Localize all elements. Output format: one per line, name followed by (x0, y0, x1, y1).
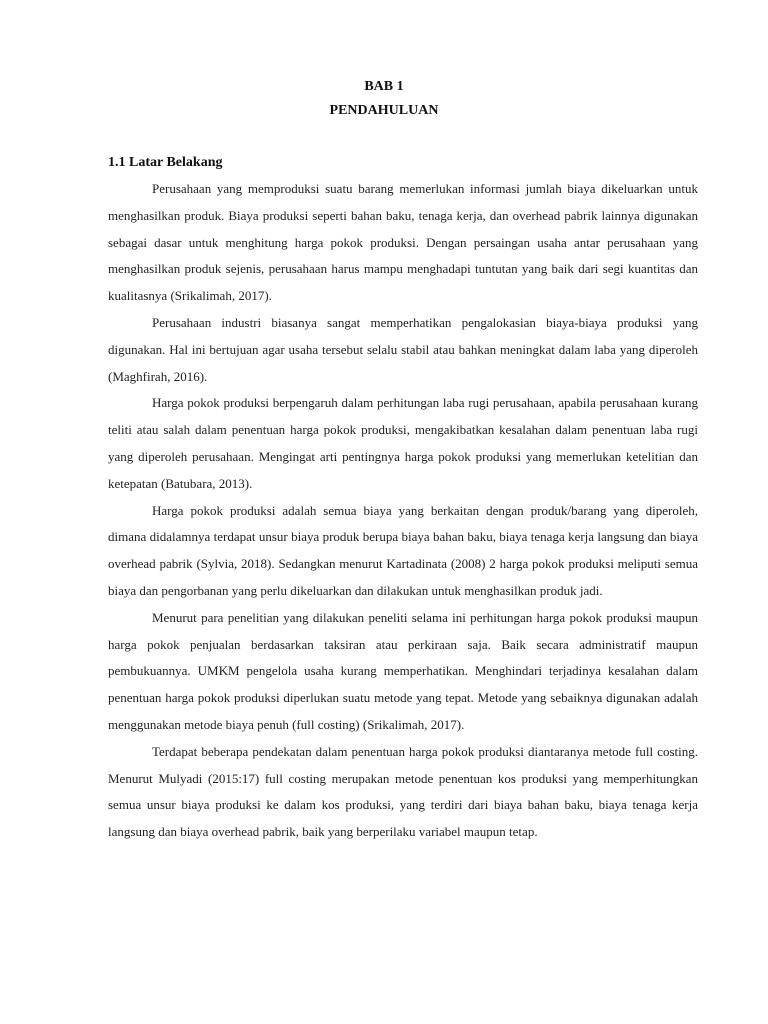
paragraph: Terdapat beberapa pendekatan dalam penentuan harga pokok produksi diantaranya metode full costing. Menurut Mulyadi (2015:17) full costing merupakan metode penentuan kos produksi yang memperhitungkan semua unsur biaya produksi ke dalam kos produksi, yang terdiri dari biaya bahan baku, biaya tenaga kerja langsung dan biaya overhead pabrik, baik yang berperilaku variabel maupun tetap. (108, 743, 698, 840)
chapter-heading: BAB 1 (364, 79, 404, 94)
body-text (108, 176, 698, 846)
section-title: 1.1 Latar Belakang (108, 155, 223, 170)
paragraph: Menurut para penelitian yang dilakukan peneliti selama ini perhitungan harga pokok produksi maupun harga pokok penjualan berdasarkan taksiran atau perkiraan saja. Baik secara administratif maupun pembukuannya. UMKM pengelola usaha kurang memperhatikan. Menghindari terjadinya kesalahan dalam penentuan harga pokok produksi diperlukan suatu metode yang tepat. Metode yang sebaiknya digunakan adalah menggunakan metode biaya penuh (full costing) (Srikalimah, 2017). (108, 609, 698, 732)
paragraph: Harga pokok produksi berpengaruh dalam perhitungan laba rugi perusahaan, apabila perusahaan kurang teliti atau salah dalam penentuan harga pokok produksi, mengakibatkan kesalahan dalam penentuan laba rugi yang diperoleh perusahaan. Mengingat arti pentingnya harga pokok produksi yang memerlukan ketelitian dan ketepatan (Batubara, 2013). (108, 395, 698, 491)
paragraph: Perusahaan industri biasanya sangat memperhatikan pengalokasian biaya-biaya produksi yang digunakan. Hal ini bertujuan agar usaha tersebut selalu stabil atau bahkan meningkat dalam laba yang diperoleh (Maghfirah, 2016). (108, 314, 698, 384)
paragraph: Perusahaan yang memproduksi suatu barang memerlukan informasi jumlah biaya dikeluarkan untuk menghasilkan produk. Biaya produksi seperti bahan baku, tenaga kerja, dan overhead pabrik lainnya digunakan sebagai dasar untuk menghitung harga pokok produksi. Dengan persaingan usaha antar perusahaan yang menghasilkan produk sejenis, perusahaan harus mampu menghadapi tuntutan yang baik dari segi kuantitas dan kualitasnya (Srikalimah, 2017). (108, 181, 698, 304)
chapter-title: PENDAHULUAN (329, 103, 439, 118)
paragraph: Harga pokok produksi adalah semua biaya yang berkaitan dengan produk/barang yang diperoleh, dimana didalamnya terdapat unsur biaya produk berupa biaya bahan baku, biaya tenaga kerja langsung dan biaya overhead pabrik (Sylvia, 2018). Sedangkan menurut Kartadinata (2008) 2 harga pokok produksi meliputi semua biaya dan pengorbanan yang perlu dikeluarkan dan dilakukan untuk menghasilkan produk jadi. (108, 502, 698, 598)
